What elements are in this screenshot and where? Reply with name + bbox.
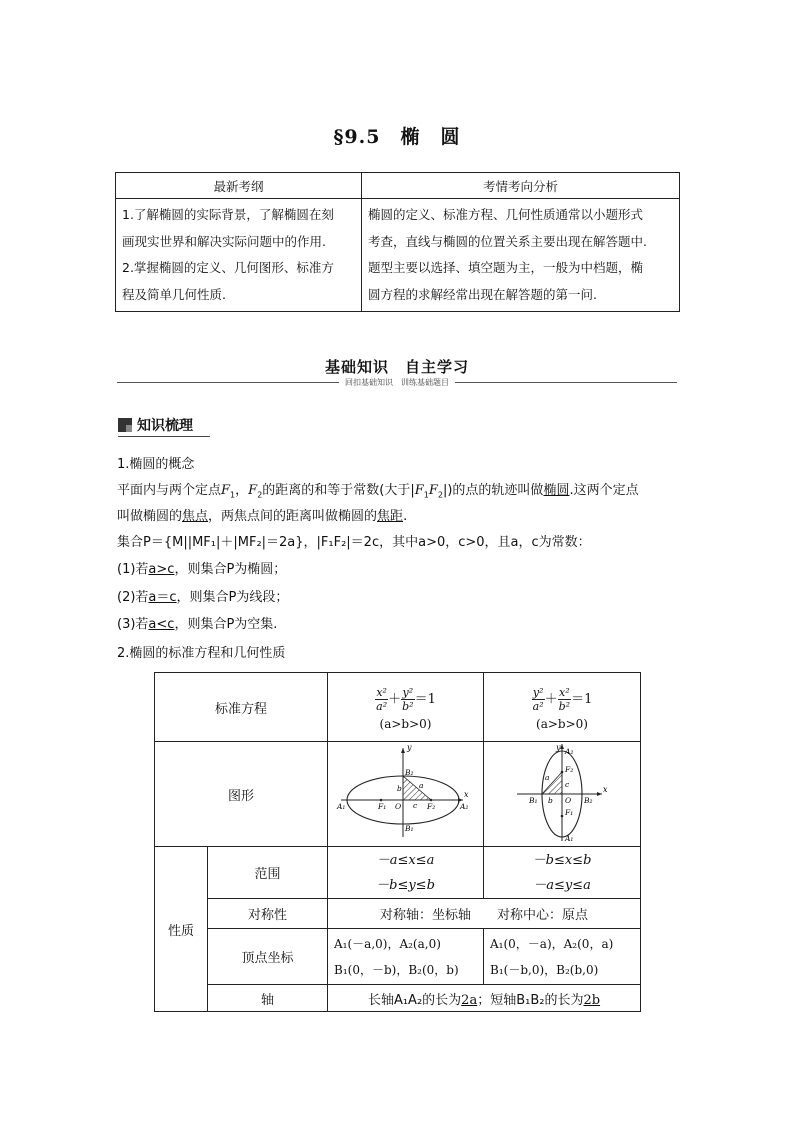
- svg-text:F₂: F₂: [565, 765, 574, 774]
- outline-left-line: 2.掌握椭圆的定义、几何图形、标准方: [122, 260, 334, 275]
- svg-text:b: b: [548, 796, 553, 805]
- row-label-symmetry: 对称性: [208, 899, 328, 929]
- row-label-vertices: 顶点坐标: [208, 929, 328, 985]
- row-label-range: 范围: [208, 847, 328, 899]
- case-2: (2)若a＝c，则集合P为线段；: [117, 590, 289, 605]
- page-title: §9.5 椭 圆: [333, 126, 461, 148]
- svg-text:c: c: [412, 801, 417, 810]
- outline-left-line: 画现实世界和解决实际问题中的作用.: [122, 233, 326, 249]
- svg-text:a: a: [545, 773, 550, 782]
- svg-text:B₁: B₁: [404, 824, 414, 833]
- row-group-properties: 性质: [155, 847, 208, 1012]
- case-3: (3)若a<c，则集合P为空集.: [117, 617, 278, 632]
- section-heading: 基础知识 自主学习: [324, 358, 469, 376]
- row-label-axis: 轴: [208, 985, 328, 1012]
- concept-heading: 1.椭圆的概念: [117, 457, 195, 472]
- row-label-figure: 图形: [155, 742, 328, 847]
- exam-outline-table: [115, 172, 680, 312]
- svg-text:c: c: [565, 780, 570, 789]
- term-focus: 焦点: [182, 509, 209, 524]
- outline-header-left: 最新考纲: [116, 173, 362, 199]
- term-ellipse: 椭圆: [543, 483, 570, 498]
- svg-text:F₂: F₂: [426, 802, 435, 811]
- outline-right-line: 题型主要以选择、填空题为主，一般为中档题，椭: [368, 260, 644, 275]
- definition-line-2: 叫做椭圆的焦点，两焦点间的距离叫做椭圆的焦距.: [117, 509, 408, 524]
- svg-text:a: a: [418, 781, 423, 790]
- svg-text:B₁: B₁: [529, 796, 538, 805]
- svg-text:y: y: [406, 743, 412, 752]
- outline-header-right: 考情考向分析: [362, 173, 680, 199]
- term-focal-distance: 焦距: [377, 509, 404, 524]
- svg-text:A₂: A₂: [459, 802, 468, 811]
- range-vertical: －b≤x≤b －a≤y≤a: [484, 847, 641, 899]
- svg-text:y: y: [556, 743, 561, 752]
- svg-text:A₁: A₁: [336, 802, 345, 811]
- svg-text:x: x: [603, 785, 608, 794]
- knowledge-label-box: [118, 413, 210, 435]
- svg-text:B₂: B₂: [584, 796, 593, 805]
- figure-vertical: [484, 742, 641, 847]
- svg-text:F₁: F₁: [377, 802, 386, 811]
- outline-left-cell: [116, 199, 362, 312]
- definition-line-1: 平面内与两个定点$F_1$，$F_2$的距离的和等于常数(大于$|F_1F_2|$)的点的轨迹叫做椭圆.这两个定点: [117, 483, 639, 500]
- svg-text:A₁: A₁: [565, 834, 574, 842]
- ellipse-properties-table: [154, 672, 641, 1012]
- knowledge-label-underline: [118, 436, 210, 437]
- equation-horizontal: $\frac{\text{x²}}{\text{a²}}$ ＋ $\frac{\text{y²}}{\text{b²}}$ ＝1 (a>b>0): [328, 673, 484, 742]
- equation-vertical: $\frac{\text{y²}}{\text{a²}}$ ＋ $\frac{\text{x²}}{\text{b²}}$ ＝1 (a>b>0): [484, 673, 641, 742]
- outline-right-line: 考查，直线与椭圆的位置关系主要出现在解答题中.: [368, 233, 647, 249]
- svg-text:B₂: B₂: [404, 768, 414, 777]
- svg-text:O: O: [394, 802, 401, 811]
- svg-text:b: b: [396, 784, 402, 793]
- svg-text:A₂: A₂: [565, 747, 574, 756]
- case-1: (1)若a>c，则集合P为椭圆；: [117, 562, 287, 577]
- outline-left-line: 程及简单几何性质.: [122, 286, 226, 302]
- svg-text:O: O: [565, 796, 572, 805]
- svg-text:F₁: F₁: [565, 808, 574, 817]
- vertices-vertical: A₁(0，－a)，A₂(0，a) B₁(－b,0)，B₂(b,0): [484, 929, 641, 985]
- vertices-horizontal: A₁(－a,0)，A₂(a,0) B₁(0，－b)，B₂(0，b): [328, 929, 484, 985]
- svg-text:x: x: [463, 790, 469, 799]
- outline-right-cell: [362, 199, 680, 312]
- horizontal-ellipse-figure: [331, 742, 481, 842]
- vertical-ellipse-figure: [487, 742, 637, 842]
- row-label-standard-equation: 标准方程: [155, 673, 328, 742]
- properties-heading: 2.椭圆的标准方程和几何性质: [117, 646, 286, 661]
- set-definition: 集合P＝{M||MF₁|＋|MF₂|＝2a}，|F₁F₂|＝2c，其中a>0，c>0，且a，c为常数：: [117, 535, 591, 550]
- outline-right-line: 圆方程的求解经常出现在解答题的第一问.: [368, 286, 597, 302]
- square-marker-accent: [126, 425, 132, 432]
- figure-horizontal: [328, 742, 484, 847]
- range-horizontal: －a≤x≤a －b≤y≤b: [328, 847, 484, 899]
- outline-left-line: 1.了解椭圆的实际背景，了解椭圆在刻: [122, 207, 334, 222]
- section-subheading: 回扣基础知识 训练基础题目: [339, 378, 455, 387]
- section-subheading-wrap: [0, 377, 794, 388]
- symmetry-value: 对称轴：坐标轴 对称中心：原点: [328, 899, 641, 929]
- outline-right-line: 椭圆的定义、标准方程、几何性质通常以小题形式: [368, 207, 644, 222]
- axis-value: 长轴A₁A₂的长为2a；短轴B₁B₂的长为2b: [328, 985, 641, 1012]
- knowledge-label: 知识梳理: [137, 418, 193, 434]
